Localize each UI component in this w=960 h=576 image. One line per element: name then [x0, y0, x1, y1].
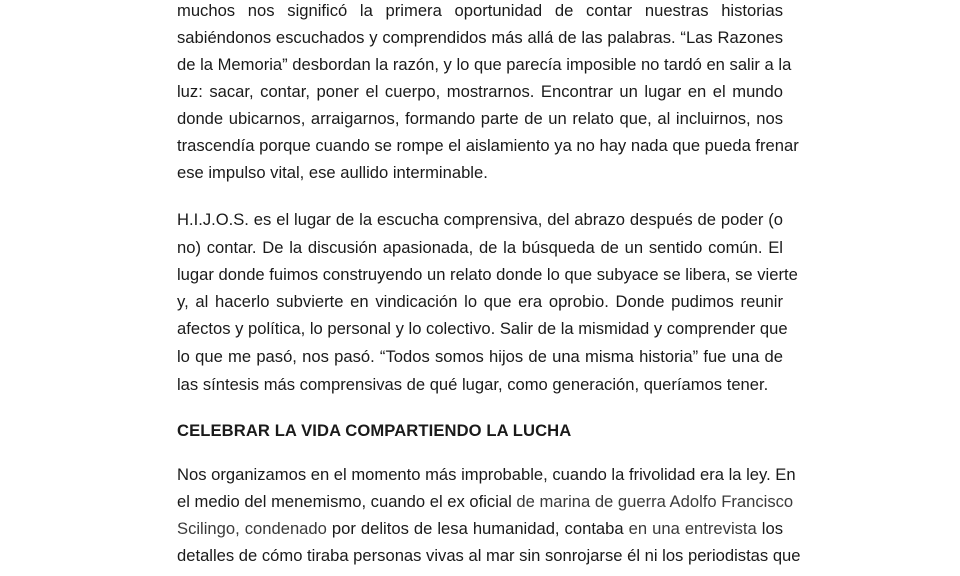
paragraph-line: detalles de cómo tiraba personas vivas al mar sin sonrojarse él ni los periodistas que	[177, 546, 801, 565]
paragraph-line: donde ubicarnos, arraigarnos, formando parte de un relato que, al incluirnos, nos	[177, 109, 783, 128]
line-text: el medio del menemismo, cuando el ex oficial	[177, 492, 517, 511]
paragraph-line: las síntesis más comprensivas de qué lugar, como generación, queríamos tener.	[177, 375, 769, 394]
scilingo-link[interactable]: de marina de guerra Adolfo Francisco	[516, 492, 794, 511]
section-heading: CELEBRAR LA VIDA COMPARTIENDO LA LUCHA	[177, 421, 572, 440]
paragraph-line: Nos organizamos en el momento más improbable, cuando la frivolidad era la ley. En	[177, 465, 796, 484]
paragraph-line: ese impulso vital, ese aullido interminable.	[177, 163, 488, 182]
paragraph-line: H.I.J.O.S. es el lugar de la escucha comprensiva, del abrazo después de poder (o	[177, 210, 783, 229]
scilingo-link-continued[interactable]: Scilingo, condenado	[177, 519, 327, 538]
paragraph-line: luz: sacar, contar, poner el cuerpo, mostrarnos. Encontrar un lugar en el mundo	[177, 82, 783, 101]
line-text: por delitos de lesa humanidad, contaba	[326, 519, 629, 538]
line-text: los	[756, 519, 783, 538]
paragraph-line: y, al hacerlo subvierte en vindicación lo que era oprobio. Donde pudimos reunir	[177, 292, 783, 311]
paragraph-line: no) contar. De la discusión apasionada, de la búsqueda de un sentido común. El	[177, 238, 783, 257]
interview-link[interactable]: en una entrevista	[628, 519, 757, 538]
paragraph-line: muchos nos significó la primera oportunidad de contar nuestras historias	[177, 1, 783, 20]
paragraph-line: sabiéndonos escuchados y comprendidos más allá de las palabras. “Las Razones	[177, 28, 783, 47]
paragraph-line: lugar donde fuimos construyendo un relato donde lo que subyace se libera, se vierte	[177, 265, 798, 284]
paragraph-line: trascendía porque cuando se rompe el aislamiento ya no hay nada que pueda frenar	[177, 136, 799, 155]
paragraph-line: afectos y política, lo personal y lo colectivo. Salir de la mismidad y comprender que	[177, 319, 788, 338]
paragraph-line: de la Memoria” desbordan la razón, y lo que parecía imposible no tardó en salir a la	[177, 55, 792, 74]
paragraph-line: lo que me pasó, nos pasó. “Todos somos hijos de una misma historia” fue una de	[177, 347, 783, 366]
paragraph-line	[177, 518, 783, 540]
paragraph-line	[177, 491, 794, 513]
